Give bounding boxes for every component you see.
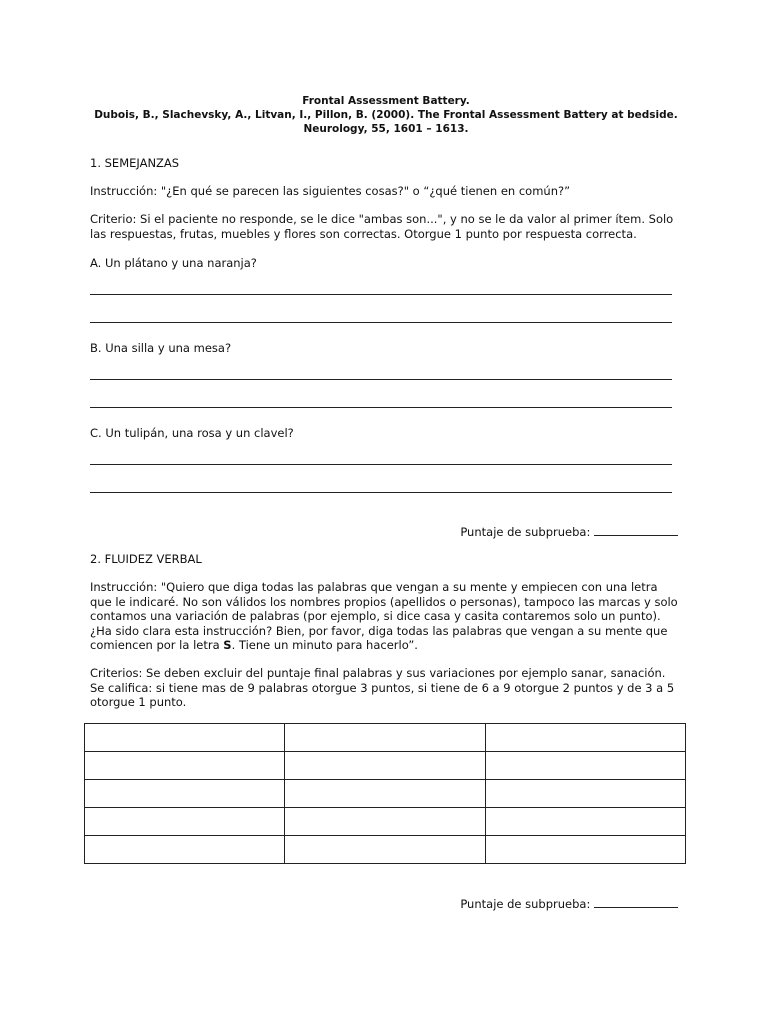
table-cell[interactable] — [285, 836, 485, 864]
document-page — [90, 0, 682, 1024]
answer-line[interactable] — [90, 294, 672, 295]
table-cell[interactable] — [485, 724, 685, 752]
item-c-question: C. Un tulipán, una rosa y un clavel? — [90, 426, 294, 440]
table-cell[interactable] — [85, 836, 285, 864]
answer-line[interactable] — [90, 492, 672, 493]
section1-instruction: Instrucción: "¿En qué se parecen las siguientes cosas?" o “¿qué tienen en común?” — [90, 184, 571, 198]
table-cell[interactable] — [485, 752, 685, 780]
word-entry-table — [84, 723, 686, 864]
section1-criteria: Criterio: Si el paciente no responde, se le dice "ambas son...", y no se le da valor al primer ítem. Solo las respuestas, frutas, muebles y flores son correctas. Otorgue 1 punto por respuesta correcta. — [90, 212, 674, 241]
instruction-letter: S — [223, 638, 232, 652]
table-cell[interactable] — [285, 724, 485, 752]
table-cell[interactable] — [85, 808, 285, 836]
section1-title: 1. SEMEJANZAS — [90, 156, 180, 170]
score-label: Puntaje de subprueba: — [460, 525, 591, 539]
table-cell[interactable] — [285, 780, 485, 808]
table-cell[interactable] — [85, 752, 285, 780]
answer-line[interactable] — [90, 322, 672, 323]
item-a-question: A. Un plátano y una naranja? — [90, 256, 257, 270]
table-cell[interactable] — [285, 808, 485, 836]
document-header — [90, 94, 682, 136]
score-blank[interactable] — [594, 896, 678, 908]
answer-line[interactable] — [90, 464, 672, 465]
table-row — [85, 724, 686, 752]
score-label: Puntaje de subprueba: — [460, 897, 591, 911]
header-citation: Dubois, B., Slachevsky, A., Litvan, I., Pillon, B. (2000). The Frontal Assessment Battery at bedside. — [94, 109, 678, 121]
section2-instruction — [90, 580, 682, 653]
table-row — [85, 808, 686, 836]
table-cell[interactable] — [85, 724, 285, 752]
header-title: Frontal Assessment Battery. — [302, 95, 470, 107]
table-cell[interactable] — [285, 752, 485, 780]
table-row — [85, 836, 686, 864]
score-blank[interactable] — [594, 524, 678, 536]
instruction-text-pre: Instrucción: "Quiero que diga todas las palabras que vengan a su mente y empiecen con una letra que le indicaré. No son válidos los nombres propios (apellidos o personas), tampoco las marcas y solo contamos una variación de palabras (por ejemplo, si dice casa y casita contaremos solo un punto). ¿Ha sido clara esta instrucción? Bien, por favor, diga todas las palabras que vengan a su mente que comiencen por la letra — [90, 580, 678, 652]
section1-score — [460, 524, 678, 540]
instruction-text-post: . Tiene un minuto para hacerlo”. — [231, 638, 418, 652]
table-row — [85, 780, 686, 808]
table-cell[interactable] — [485, 780, 685, 808]
answer-line[interactable] — [90, 407, 672, 408]
section2-criteria: Criterios: Se deben excluir del puntaje final palabras y sus variaciones por ejemplo sanar, sanación. Se califica: si tiene mas de 9 palabras otorgue 3 puntos, si tiene de 6 a 9 otorgue 2 puntos y de 3 a 5 otorgue 1 punto. — [90, 666, 675, 709]
item-b-question: B. Una silla y una mesa? — [90, 341, 232, 355]
section2-title: 2. FLUIDEZ VERBAL — [90, 552, 202, 566]
table-cell[interactable] — [85, 780, 285, 808]
header-journal: Neurology, 55, 1601 – 1613. — [303, 123, 469, 135]
table-cell[interactable] — [485, 808, 685, 836]
table-row — [85, 752, 686, 780]
section2-score — [460, 896, 678, 912]
answer-line[interactable] — [90, 379, 672, 380]
table-cell[interactable] — [485, 836, 685, 864]
